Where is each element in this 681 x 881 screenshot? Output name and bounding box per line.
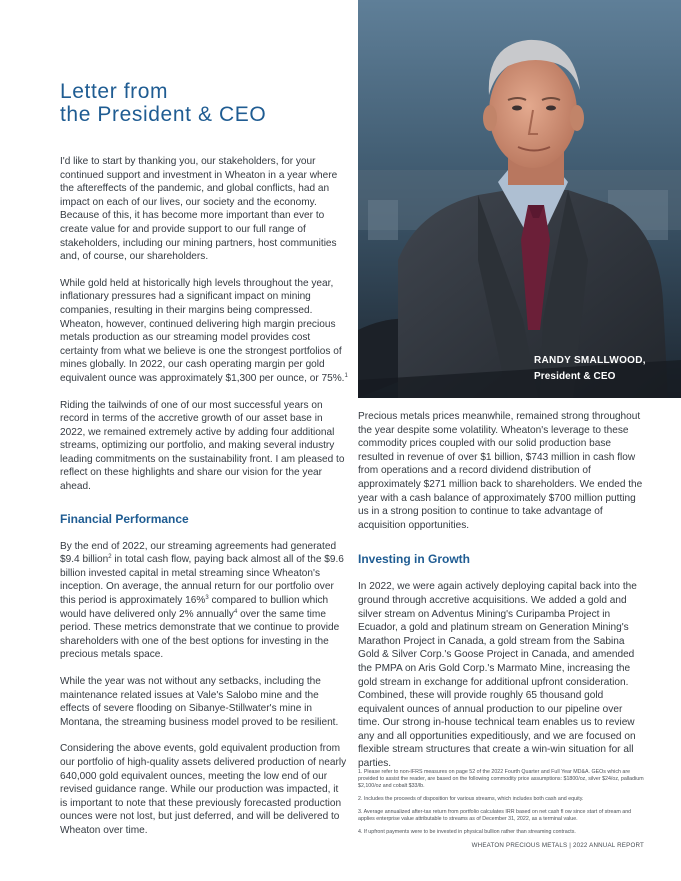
right-column — [358, 410, 646, 784]
page-footer: WHEATON PRECIOUS METALS | 2022 ANNUAL REPORT — [471, 842, 644, 849]
cash-flow-text-c: compared to bullion which would have delivered only 2% annually — [60, 595, 329, 620]
footnote-ref-2: 2 — [108, 554, 112, 561]
paragraph-margins-text: While gold held at historically high levels throughout the year, inflationary pressures had a significant impact on mining companies, resulting in their margins being compressed. Wheaton, however, continued delivering high margin precious metals production as our streaming model provides cost certainty from what we believe is one the strongest portfolios of mines globally. In 2022, our cash operating margin per gold equivalent ounce was approximately $1,300 per ounce, or 75%. — [60, 277, 345, 384]
heading-investing-in-growth: Investing in Growth — [358, 552, 471, 567]
page-title — [60, 80, 266, 126]
footnote-ref-3: 3 — [205, 595, 209, 602]
cash-flow-text-a: By the end of 2022, our streaming agreements had generated $9.4 billion — [60, 540, 337, 566]
paragraph-margins — [60, 277, 348, 386]
footnote-3: 3. Average annualized after-tax return from portfolio calculates IRR based on net cash fl ow since start of stream and applies enterprise value attributable to streams as of December 31, 2022, as a terminal value. — [358, 809, 632, 822]
footnotes — [358, 769, 646, 842]
paragraph-setbacks: While the year was not without any setbacks, including the maintenance related issues at Vale's Salobo mine and the effects of severe flooding on Sibanye-Stillwater's mine in Montana, the streaming business model proved to be resilient. — [60, 676, 339, 728]
footnote-ref-4: 4 — [233, 608, 238, 615]
paragraph-intro: I'd like to start by thanking you, our stakeholders, for your continued support and investment in Wheaton in a year where the aftereffects of the pandemic, and global conflicts, had an impact on each of our lives, our society and the economy. Because of this, it has become more important than ever to create value for and provide support to our full range of stakeholders, including our mining partners, host communities and, of course, our shareholders. — [60, 156, 338, 263]
caption-role: President & CEO — [534, 371, 616, 382]
cash-flow-text-d: over the same time period. These metrics demonstrate that we continue to provide shareholders with one of the best options for investing in the precious metals space. — [60, 608, 340, 661]
cash-flow-text-b: in total cash flow, paying back almost all of the $9.6 billion invested capital in metal streaming since Wheaton's inception. On average, the annual return for our portfolio over this period is approximately 16% — [60, 554, 344, 607]
heading-financial-performance: Financial Performance — [60, 511, 189, 526]
paragraph-cash-flow — [60, 540, 348, 662]
left-column — [60, 155, 348, 851]
footnote-1: 1. Please refer to non-IFRS measures on page 52 of the 2022 Fourth Quarter and Full Year MD&A. GEOs which are provided to assist the reader, are based on the following commodity price assumptions: $1800/oz, silver $24/oz, palladium $2,100/oz and cobalt $33/lb. — [358, 769, 644, 789]
footnote-4: 4. If upfront payments were to be invested in physical bullion rather than streaming contracts. — [358, 829, 576, 835]
footnote-ref-1: 1 — [344, 372, 348, 379]
photo-caption — [534, 353, 646, 385]
paragraph-production: Considering the above events, gold equivalent production from our portfolio of high-quality assets delivered production of nearly 640,000 gold equivalent ounces, meeting the low end of our revised guidance range. While our production was impacted, it is important to note that these previously forecasted production ounces were not lost, but just deferred, and will be delivered to Wheaton over time. — [60, 743, 347, 836]
portrait-illustration — [358, 0, 681, 398]
paragraph-prices: Precious metals prices meanwhile, remained strong throughout the year despite some volatility. Wheaton's leverage to these commodity prices coupled with our solid production base resulted in revenue of over $1 billion, $743 million in cash flow from operations and a record dividend distribution of approximately $271 million back to shareholders. We ended the year with a cash balance of approximately $700 million putting us in a strong position to continue to take advantage of acquisition opportunities. — [358, 411, 643, 531]
page-title-line-2: the President & CEO — [60, 103, 267, 126]
paragraph-acquisitions: In 2022, we were again actively deploying capital back into the ground through accretive acquisitions. We added a gold and silver stream on Adventus Mining's Curipamba Project in Ecuador, a gold and platinum stream on Generation Mining's Marathon Project in Canada, a gold stream from the Sabina Gold & Silver Corp.'s Goose Project in Canada, and amended the PMPA on Aris Gold Corp.'s Marmato Mine, increasing the gold stream in exchange for additional upfront consideration. Combined, these will provide roughly 65 thousand gold equivalent ounces of annual production to our pipeline over time. Our strong in-house technical team enables us to review any and all opportunities expeditiously, and we are focused on flexible stream structures that create a win-win situation for all parties. — [358, 581, 637, 770]
footnote-2: 2. Includes the proceeds of disposition for various streams, which includes both cash and equity. — [358, 796, 584, 802]
page-title-line-1: Letter from — [60, 80, 169, 103]
caption-name: RANDY SMALLWOOD, — [534, 355, 646, 366]
paragraph-growth: Riding the tailwinds of one of our most successful years on record in terms of the accretive growth of our asset base in 2022, we remained extremely active by adding four additional streams, optimizing our portfolio, and making several industry leading commitments on the sustainability front. I am pleased to reflect on these highlights and share our vision for the year ahead. — [60, 399, 345, 493]
ceo-portrait — [358, 0, 681, 398]
